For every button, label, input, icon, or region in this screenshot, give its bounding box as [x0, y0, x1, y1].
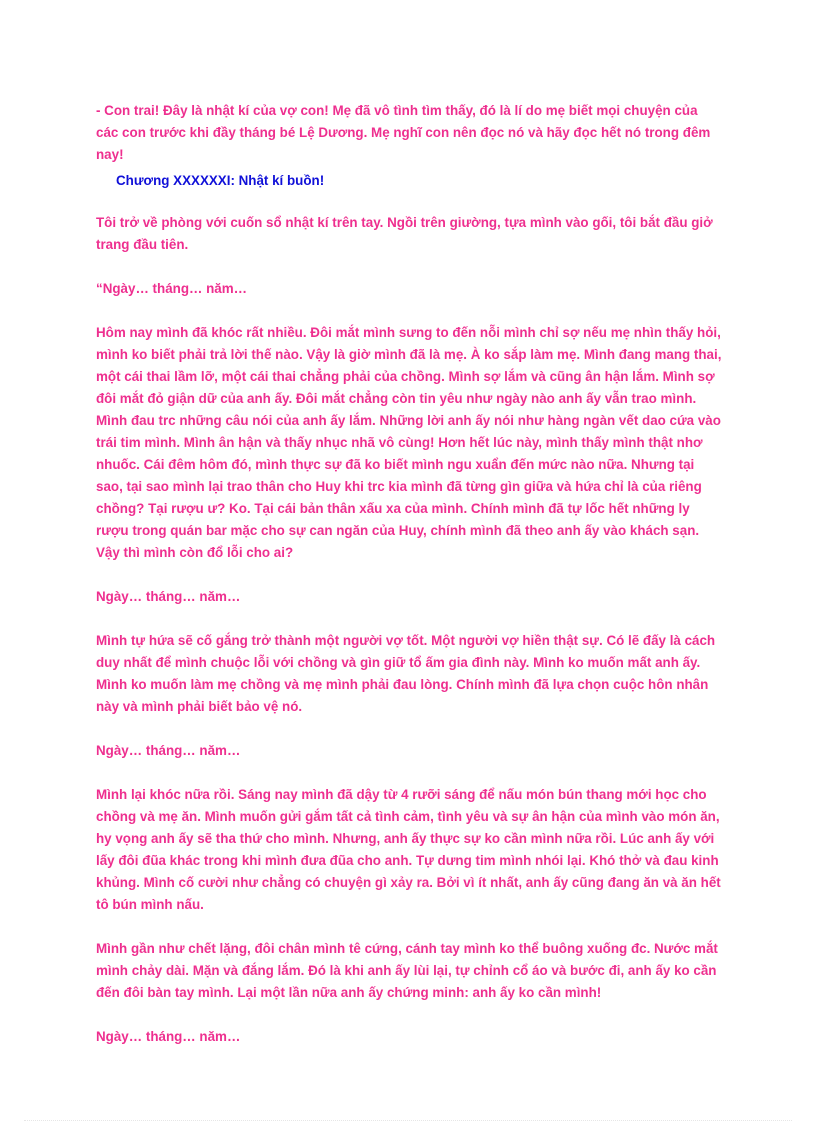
diary-date: “Ngày… tháng… năm…	[96, 281, 248, 296]
diary-date: Ngày… tháng… năm…	[96, 743, 241, 758]
diary-date: Ngày… tháng… năm…	[96, 1029, 241, 1044]
paragraph: Mình tự hứa sẽ cố gắng trở thành một người vợ tốt. Một người vợ hiền thật sự. Có lẽ đấy là cách duy nhất để mình chuộc lỗi với chồng và gìn giữ tổ ấm gia đình này. Mình ko muốn mất anh ấy. Mình ko muốn làm mẹ chồng và mẹ mình phải đau lòng. Chính mình đã lựa chọn cuộc hôn nhân này và mình phải biết bảo vệ nó.	[96, 633, 716, 714]
paragraph: Tôi trở về phòng với cuốn sổ nhật kí trên tay. Ngồi trên giường, tựa mình vào gối, tôi bắt đầu giở trang đầu tiên.	[96, 215, 713, 252]
diary-date: Ngày… tháng… năm…	[96, 589, 241, 604]
page-bottom-divider	[24, 1120, 792, 1121]
paragraph: Hôm nay mình đã khóc rất nhiều. Đôi mắt mình sưng to đến nỗi mình chỉ sợ nếu mẹ nhìn thấy hỏi, mình ko biết phải trả lời thế nào. Vậy là giờ mình đã là mẹ. À ko sắp làm mẹ. Mình đang mang thai, một cái thai lầm lỡ, một cái thai chẳng phải của chồng. Mình sợ lắm và cũng ân hận lắm. Mình sợ đôi mắt đỏ giận dữ của anh ấy. Đôi mắt chẳng còn tin yêu như ngày nào anh ấy vẫn trao mình. Mình đau trc những câu nói của anh ấy lắm. Những lời anh ấy nói như hàng ngàn vết dao cứa vào trái tim mình. Mình ân hận và thấy nhục nhã vô cùng! Hơn hết lúc này, mình thấy mình thật nhơ nhuốc. Cái đêm hôm đó, mình thực sự đã ko biết mình ngu xuẩn đến mức nào nữa. Nhưng tại sao, tại sao mình lại trao thân cho Huy khi trc kia mình đã từng gìn giữa và hứa chỉ là của riêng chồng? Tại rượu ư? Ko. Tại cái bản thân xấu xa của mình. Chính mình đã tự lốc hết những ly rượu trong quán bar mặc cho sự can ngăn của Huy, chính mình đã theo anh ấy vào khách sạn. Vậy thì mình còn đổ lỗi cho ai?	[96, 325, 722, 560]
intro-paragraph: - Con trai! Đây là nhật kí của vợ con! Mẹ đã vô tình tìm thấy, đó là lí do mẹ biết mọi chuyện của các con trước khi đầy tháng bé Lệ Dương. Mẹ nghĩ con nên đọc nó và hãy đọc hết nó trong đêm nay!	[96, 103, 711, 162]
paragraph: Mình gần như chết lặng, đôi chân mình tê cứng, cánh tay mình ko thể buông xuống đc. Nước mắt mình chảy dài. Mặn và đắng lắm. Đó là khi anh ấy lùi lại, tự chỉnh cổ áo và bước đi, anh ấy ko cần đến đôi bàn tay mình. Lại một lần nữa anh ấy chứng minh: anh ấy ko cần mình!	[96, 941, 718, 1000]
chapter-title: Chương XXXXXXI: Nhật kí buồn!	[116, 173, 325, 188]
paragraph: Mình lại khóc nữa rồi. Sáng nay mình đã dậy từ 4 rưỡi sáng để nấu món bún thang mới học cho chồng và mẹ ăn. Mình muốn gửi gắm tất cả tình cảm, tình yêu và sự ân hận của mình vào món ăn, hy vọng anh ấy sẽ tha thứ cho mình. Nhưng, anh ấy thực sự ko cần mình nữa rồi. Lúc anh ấy với lấy đôi đũa khác trong khi mình đưa đũa cho anh. Tự dưng tim mình nhói lại. Khó thở và đau kinh khủng. Mình cố cười như chẳng có chuyện gì xảy ra. Bởi vì ít nhất, anh ấy cũng đang ăn và ăn hết tô bún mình nấu.	[96, 787, 721, 912]
